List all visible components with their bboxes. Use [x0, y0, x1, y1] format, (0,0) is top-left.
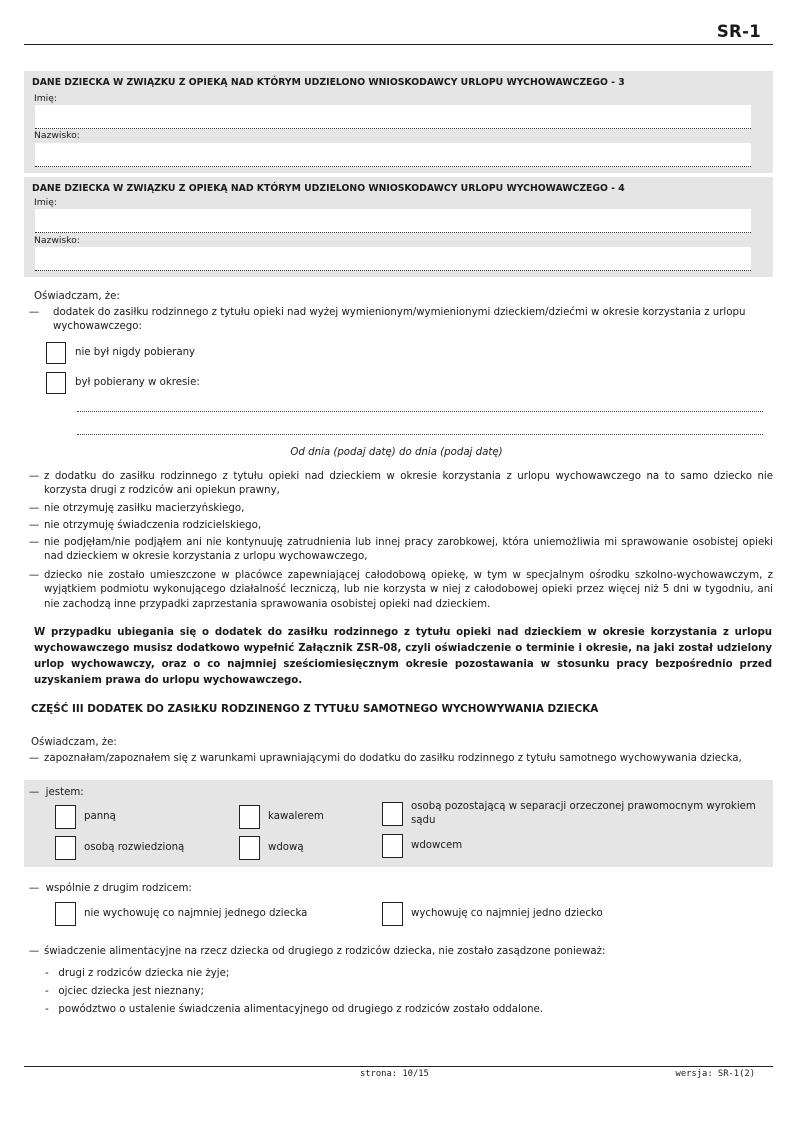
period-line-1[interactable]: [77, 411, 763, 412]
child-section-3: [24, 71, 773, 173]
first-name-label: Imię:: [34, 93, 57, 104]
status-label-row: — jestem:: [29, 787, 84, 798]
period-line-2[interactable]: [77, 434, 763, 435]
widow-checkbox[interactable]: [239, 836, 260, 860]
declaration-bullet: — nie otrzymuję zasiłku macierzyńskiego,: [29, 503, 245, 514]
never-received-label: nie był nigdy pobierany: [75, 347, 196, 358]
maiden-label: panną: [84, 811, 116, 822]
reason-item: - drugi z rodziców dziecka nie żyje;: [45, 968, 230, 979]
widower-label: wdowcem: [411, 840, 463, 851]
received-checkbox[interactable]: [46, 372, 66, 394]
received-label: był pobierany w okresie:: [75, 377, 200, 388]
zsr08-note: W przypadku ubiegania się o dodatek do zasiłku rodzinnego z tytułu opieki nad dzieckiem w okresie korzystania z urlopu wychowawczego musisz dodatkowo wypełnić Załącznik ZSR-08, czyli oświadczenie o terminie i okresie, na jaki został udzielony urlop wychowawczy, oraz o co najmniej sześciomiesięcznym okresie pozostawania w stosunku pracy bezpośrednio przed uzyskaniem prawa do urlopu wychowawczego.: [34, 627, 772, 687]
allowance-text: dodatek do zasiłku rodzinnego z tytułu opieki nad wyżej wymienionym/wymienionymi dzieckiem/dziećmi w okresie korzystania z urlopu wychowawczego:: [53, 307, 746, 333]
footer-divider: [24, 1066, 773, 1067]
raising-checkbox[interactable]: [382, 902, 403, 926]
last-name-field[interactable]: [35, 143, 751, 167]
header-divider: [24, 44, 773, 45]
last-name-label: Nazwisko:: [34, 130, 80, 141]
divorced-checkbox[interactable]: [55, 836, 76, 860]
declaration-bullet: — z dodatku do zasiłku rodzinnego z tytułu opieki nad dzieckiem w okresie korzystania z urlopu wychowawczego na to samo dziecko nie korzysta drugi z rodziców ani opiekun prawny,: [29, 471, 773, 497]
last-name-field[interactable]: [35, 247, 751, 271]
bachelor-checkbox[interactable]: [239, 805, 260, 829]
alimony-item: — świadczenie alimentacyjne na rzecz dziecka od drugiego z rodziców dziecka, nie zostało zasądzone ponieważ:: [29, 945, 773, 959]
maiden-checkbox[interactable]: [55, 805, 76, 829]
raising-label: wychowuję co najmniej jedno dziecko: [411, 908, 603, 919]
separated-label: osobą pozostającą w separacji orzeczonej prawomocnym wyrokiem sądu: [411, 801, 756, 827]
alimony-text: świadczenie alimentacyjne na rzecz dziecka od drugiego z rodziców dziecka, nie zostało zasądzone ponieważ:: [44, 946, 606, 957]
declaration-bullet: — nie podjęłam/nie podjąłem ani nie kontynuuję zatrudnienia lub innej pracy zarobkowej, która uniemożliwia mi sprawowanie osobistej opieki nad dzieckiem w okresie korzystania z urlopu wychowawczego,: [29, 537, 773, 563]
first-name-field[interactable]: [35, 209, 751, 233]
last-name-label: Nazwisko:: [34, 235, 80, 246]
declaration-bullet: — dziecko nie zostało umieszczone w placówce zapewniającej całodobową opiekę, w tym w specjalnym ośrodku szkolno-wychowawczym, z wyjątkiem podmiotu wykonującego działalność leczniczą, lub nie korzysta w niej z całodobowej opieki przez więcej niż 5 dni w tygodniu, ani nie zachodzą inne przypadki zaprzestania sprawowania osobistej opieki nad dzieckiem.: [29, 570, 773, 610]
allowance-item: — dodatek do zasiłku rodzinnego z tytułu opieki nad wyżej wymienionym/wymienionymi dzieckiem/dziećmi w okresie korzystania z urlopu wychowawczego:: [29, 306, 769, 335]
not-raising-label: nie wychowuję co najmniej jednego dziecka: [84, 908, 308, 919]
declaration-bullet: — nie otrzymuję świadczenia rodzicielskiego,: [29, 520, 262, 531]
status-label: jestem:: [45, 787, 84, 798]
child-section-3-title: DANE DZIECKA W ZWIĄZKU Z OPIEKĄ NAD KTÓRYM UDZIELONO WNIOSKODAWCY URLOPU WYCHOWAWCZEGO - 3: [32, 77, 625, 88]
child-section-4: [24, 177, 773, 277]
together-label-row: — wspólnie z drugim rodzicem:: [29, 883, 192, 894]
reason-item: - powództwo o ustalenie świadczenia alimentacyjnego od drugiego z rodziców zostało oddalone.: [45, 1004, 544, 1015]
form-code: SR-1: [716, 22, 761, 41]
separated-checkbox[interactable]: [382, 802, 403, 826]
first-name-label: Imię:: [34, 197, 57, 208]
together-label: wspólnie z drugim rodzicem:: [45, 883, 192, 894]
child-section-4-title: DANE DZIECKA W ZWIĄZKU Z OPIEKĄ NAD KTÓRYM UDZIELONO WNIOSKODAWCY URLOPU WYCHOWAWCZEGO - 4: [32, 183, 625, 194]
page-number: strona: 10/15: [360, 1069, 429, 1079]
first-name-field[interactable]: [35, 105, 751, 129]
declaration-intro: Oświadczam, że:: [34, 291, 120, 302]
part3-intro: Oświadczam, że:: [31, 737, 117, 748]
divorced-label: osobą rozwiedzioną: [84, 842, 185, 853]
widow-label: wdową: [268, 842, 304, 853]
reason-item: - ojciec dziecka jest nieznany;: [45, 986, 204, 997]
familiar-text: zapoznałam/zapoznałem się z warunkami uprawniającymi do dodatku do zasiłku rodzinnego z tytułu samotnego wychowywania dziecka,: [44, 753, 742, 764]
widower-checkbox[interactable]: [382, 834, 403, 858]
part3-title: CZĘŚĆ III DODATEK DO ZASIŁKU RODZINENGO Z TYTUŁU SAMOTNEGO WYCHOWYWANIA DZIECKA: [31, 703, 599, 715]
familiar-item: — zapoznałam/zapoznałem się z warunkami uprawniającymi do dodatku do zasiłku rodzinnego z tytułu samotnego wychowywania dziecka,: [29, 752, 773, 766]
date-hint: Od dnia (podaj datę) do dnia (podaj datę): [290, 447, 503, 458]
not-raising-checkbox[interactable]: [55, 902, 76, 926]
bachelor-label: kawalerem: [268, 811, 324, 822]
form-version: wersja: SR-1(2): [675, 1069, 755, 1079]
never-received-checkbox[interactable]: [46, 342, 66, 364]
